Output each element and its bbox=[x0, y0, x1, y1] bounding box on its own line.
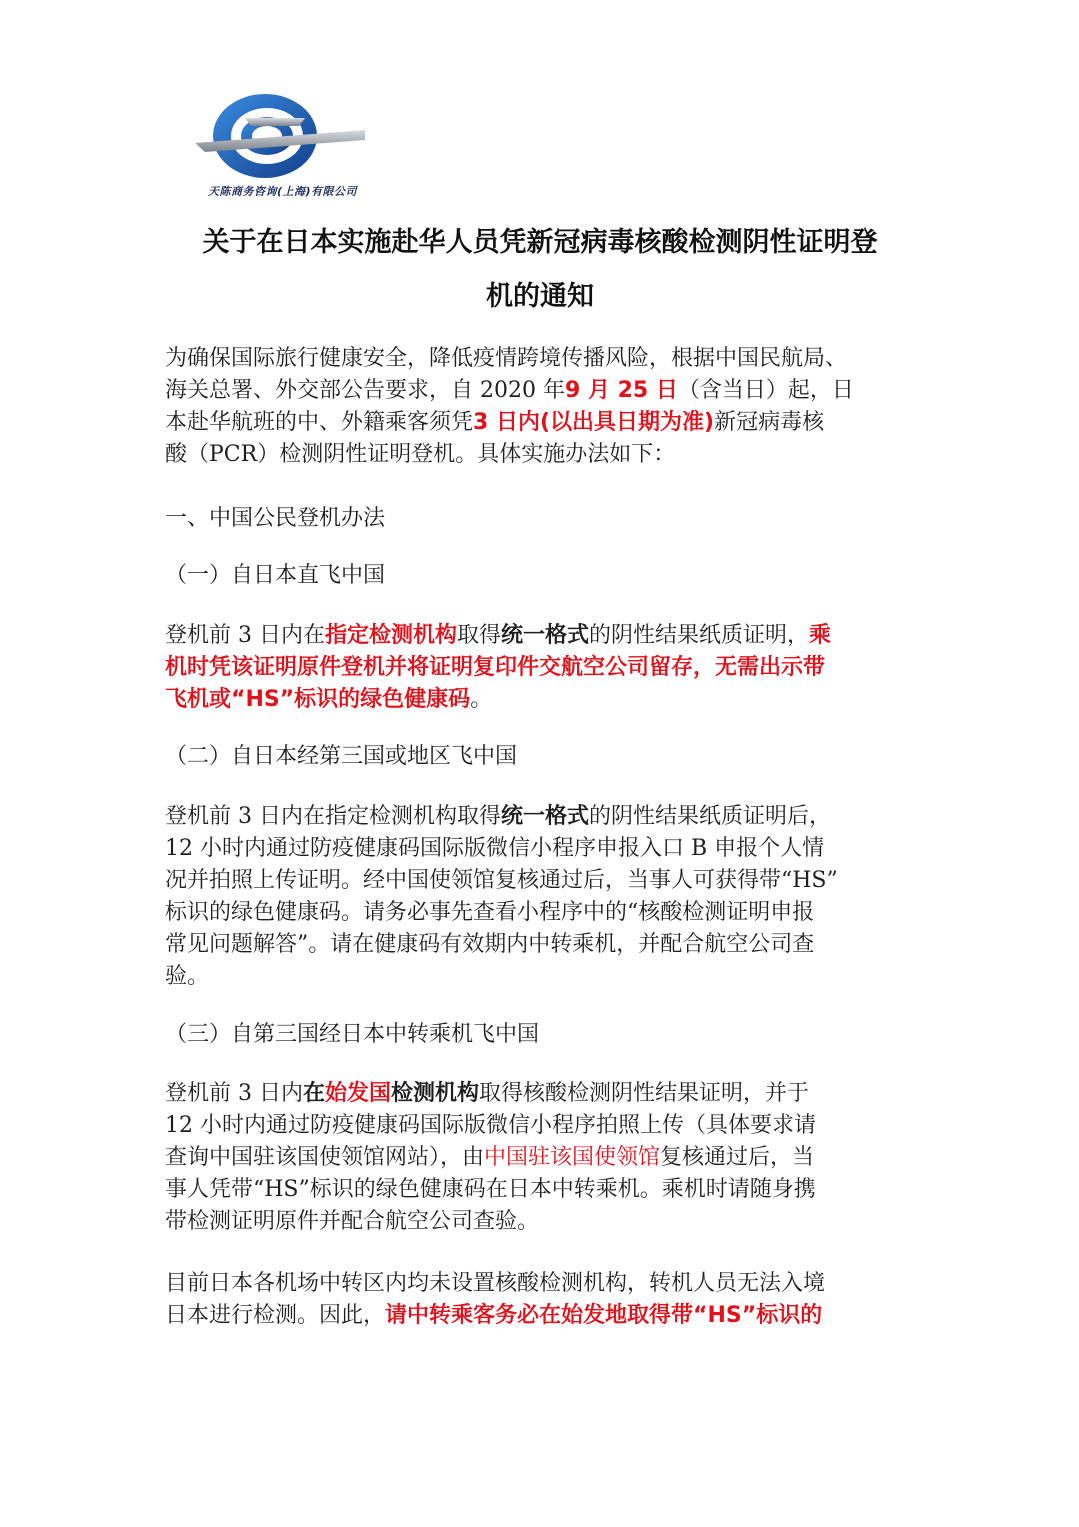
document-title-line1: 关于在日本实施赴华人员凭新冠病毒核酸检测阴性证明登 bbox=[202, 227, 878, 258]
document-title-line2: 机的通知 bbox=[486, 281, 594, 312]
intro-paragraph bbox=[165, 343, 925, 471]
closing-paragraph: 目前日本各机场中转区内均未设置核酸检测机构，转机人员无法入境 日本进行检测。因此，请中转乘客务必在始发地取得带“HS”标识的 bbox=[165, 1271, 826, 1328]
subsection-heading: （二）自日本经第三国或地区飞中国 bbox=[165, 744, 518, 769]
subsection-paragraph: 登机前 3 日内在指定检测机构取得统一格式的阴性结果纸质证明后， 12 小时内通过防疫健康码国际版微信小程序申报入口 B 申报个人情 况并拍照上传证明。经中国使领馆复核通过后，当事人可获得带“HS” 标识的绿色健康码。请务必事先查看小程序中的“核酸检测证明申报 常见问题解答”。请在健康码有效期内中转乘机，并配合航空公司查 验。 bbox=[165, 804, 838, 989]
intro-line: 本赴华航班的中、外籍乘客须凭3 日内(以出具日期为准)新冠病毒核 bbox=[165, 410, 825, 435]
intro-line: 为确保国际旅行健康安全，降低疫情跨境传播风险，根据中国民航局、 bbox=[165, 346, 848, 371]
intro-line: 海关总署、外交部公告要求，自 2020 年9 月 25 日（含当日）起，日 bbox=[165, 378, 854, 403]
subsection-paragraph: 登机前 3 日内在始发国检测机构取得核酸检测阴性结果证明，并于 12 小时内通过防疫健康码国际版微信小程序拍照上传（具体要求请 查询中国驻该国使领馆网站），由中国驻该国使领馆复核通过后，当 事人凭带“HS”标识的绿色健康码在日本中转乘机。乘机时请随身携 带检测证明原件并配合航空公司查验。 bbox=[165, 1081, 816, 1234]
subsection-heading: （三）自第三国经日本中转乘机飞中国 bbox=[165, 1022, 540, 1047]
date-highlight: 9 月 25 日 bbox=[564, 378, 678, 403]
subsection-heading: （一）自日本直飞中国 bbox=[165, 563, 386, 588]
company-name: 天陈商务咨询(上海)有限公司 bbox=[208, 185, 358, 198]
intro-line: 酸（PCR）检测阴性证明登机。具体实施办法如下： bbox=[165, 442, 676, 467]
subsection-paragraph: 登机前 3 日内在指定检测机构取得统一格式的阴性结果纸质证明，乘 机时凭该证明原件登机并将证明复印件交航空公司留存，无需出示带 飞机或“HS”标识的绿色健康码。 bbox=[165, 623, 832, 712]
section-heading: 一、中国公民登机办法 bbox=[165, 506, 386, 531]
period-highlight: 3 日内(以出具日期为准) bbox=[473, 410, 715, 435]
company-logo-icon bbox=[195, 88, 365, 188]
